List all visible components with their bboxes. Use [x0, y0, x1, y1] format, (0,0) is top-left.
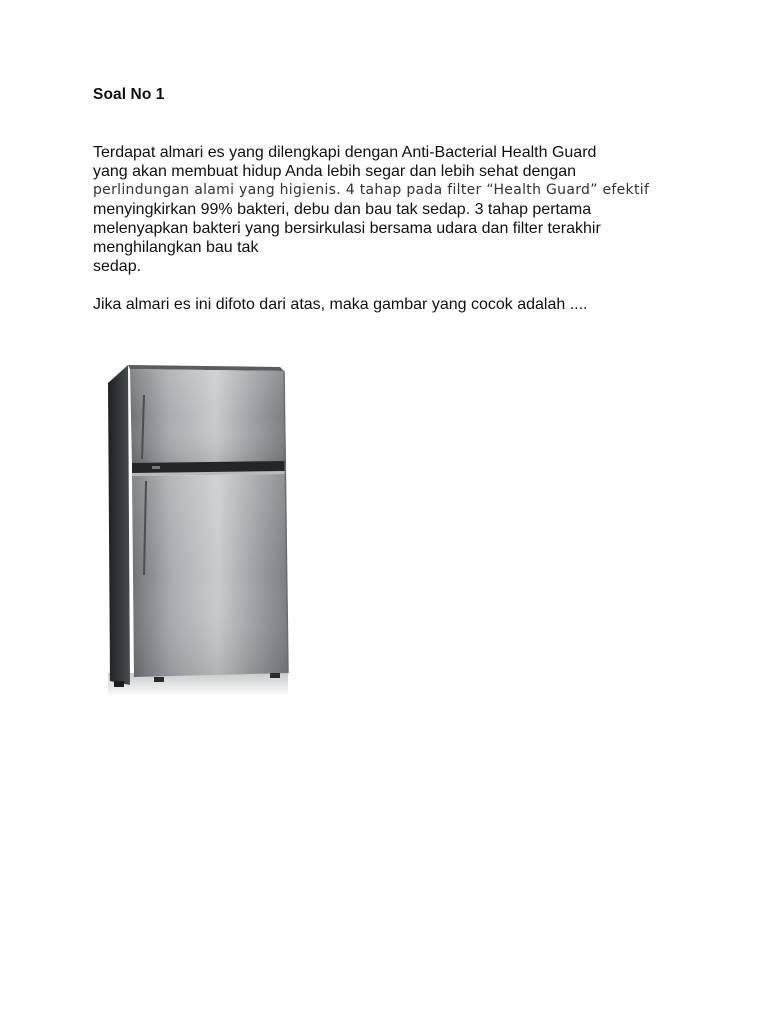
- paragraph-line: Terdapat almari es yang dilengkapi dengan Anti-Bacterial Health Guard: [93, 144, 597, 161]
- question-paragraph: [93, 143, 713, 276]
- question-prompt: Jika almari es ini difoto dari atas, maka gambar yang cocok adalah ....: [93, 296, 588, 313]
- question-title: Soal No 1: [93, 86, 165, 103]
- paragraph-line: menyingkirkan 99% bakteri, debu dan bau tak sedap. 3 tahap pertama: [93, 201, 592, 218]
- paragraph-line: yang akan membuat hidup Anda lebih segar dan lebih sehat dengan: [93, 163, 577, 180]
- refrigerator-image: [100, 355, 300, 700]
- paragraph-line: sedap.: [93, 258, 142, 275]
- paragraph-line: perlindungan alami yang higienis. 4 tahap pada filter “Health Guard” efektif: [93, 182, 650, 198]
- paragraph-line: melenyapkan bakteri yang bersirkulasi bersama udara dan filter terakhir: [93, 220, 601, 237]
- paragraph-line: menghilangkan bau tak: [93, 239, 259, 256]
